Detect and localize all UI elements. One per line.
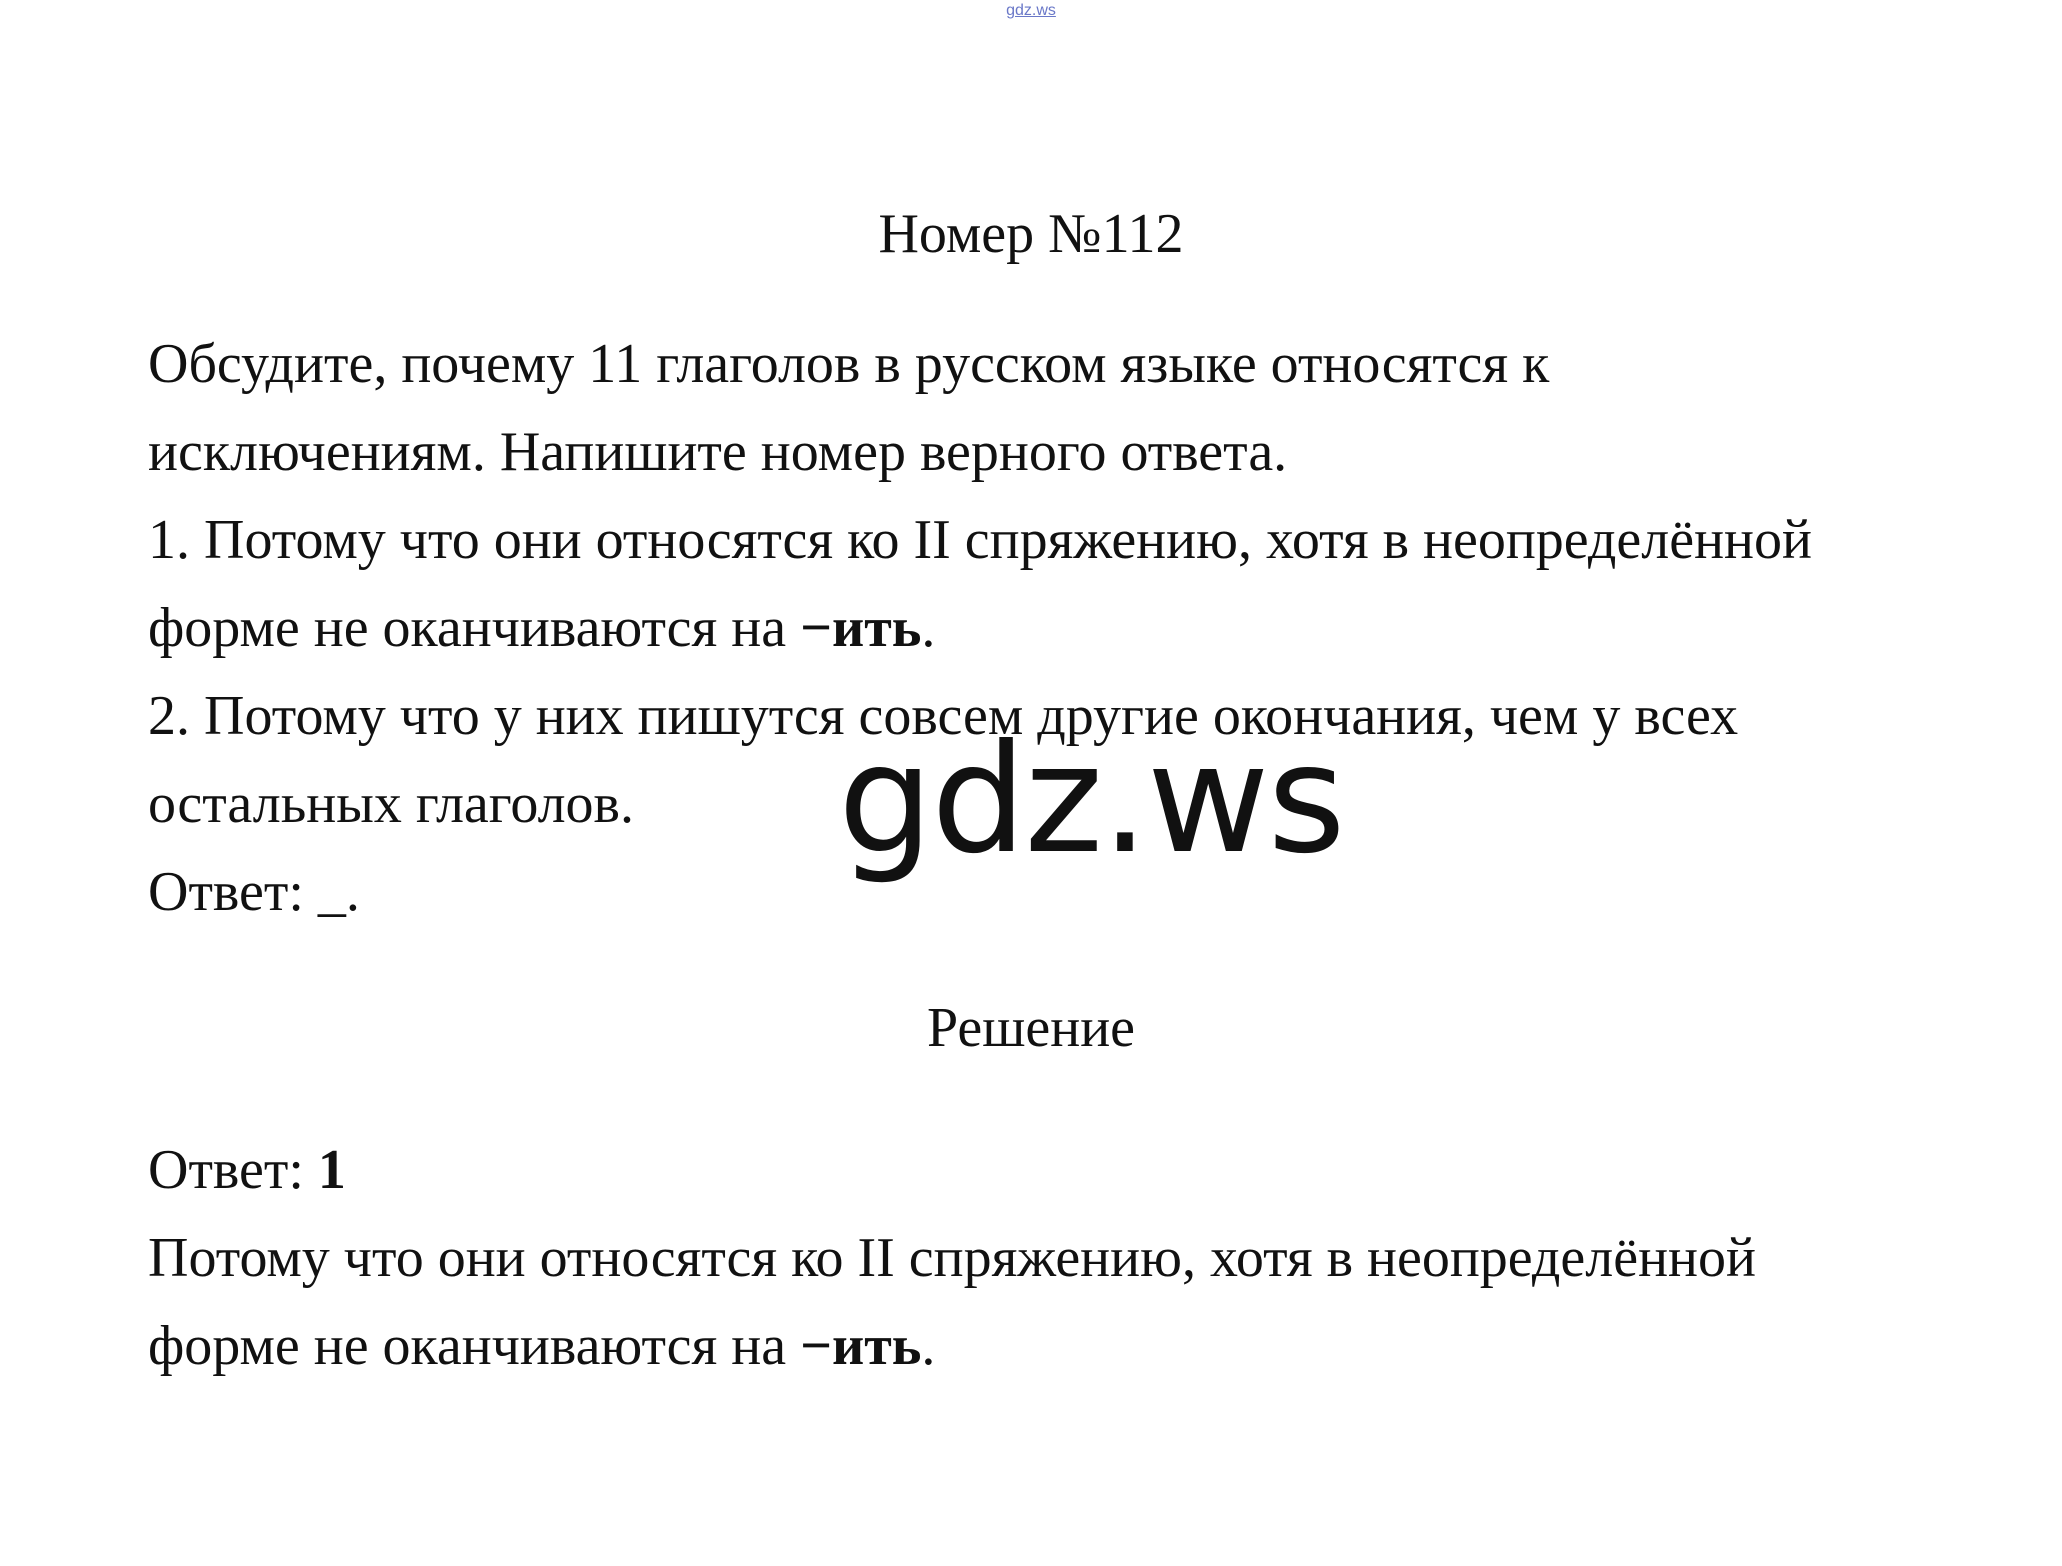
site-link[interactable]: gdz.ws [1006, 2, 1056, 19]
option-2-line-1: 2. Потому что у них пишутся совсем другие окончания, чем у всех [148, 685, 1739, 747]
solution-block [148, 1126, 2028, 1390]
explanation-period: . [921, 1315, 936, 1377]
explanation-line-2 [148, 1302, 2028, 1390]
question-line-2: исключениям. Напишите номер верного ответа. [148, 421, 1288, 483]
option-1-period: . [921, 597, 936, 659]
explanation-line-1: Потому что они относятся ко II спряжению, хотя в неопределённой [148, 1227, 1756, 1289]
explanation-text: форме не оканчиваются на [148, 1315, 801, 1377]
explanation-suffix-bold: −ить [800, 1315, 922, 1377]
option-1-line-1: 1. Потому что они относятся ко II спряжению, хотя в неопределённой [148, 509, 1812, 571]
option-1-suffix-bold: −ить [800, 597, 922, 659]
answer-value: 1 [317, 1139, 346, 1201]
solution-heading: Решение [926, 997, 1136, 1059]
question-line-1: Обсудите, почему 11 глаголов в русском языке относятся к [148, 333, 1550, 395]
option-1-text: форме не оканчиваются на [148, 597, 801, 659]
answer-line [148, 1126, 2028, 1214]
answer-blank: Ответ: _. [148, 861, 360, 923]
answer-label: Ответ: [148, 1139, 318, 1201]
page-title: Номер №112 [878, 203, 1184, 265]
watermark: gdz.ws [838, 713, 1344, 887]
option-1-line-2 [148, 584, 2028, 672]
option-2-line-2: остальных глаголов. [148, 773, 634, 835]
